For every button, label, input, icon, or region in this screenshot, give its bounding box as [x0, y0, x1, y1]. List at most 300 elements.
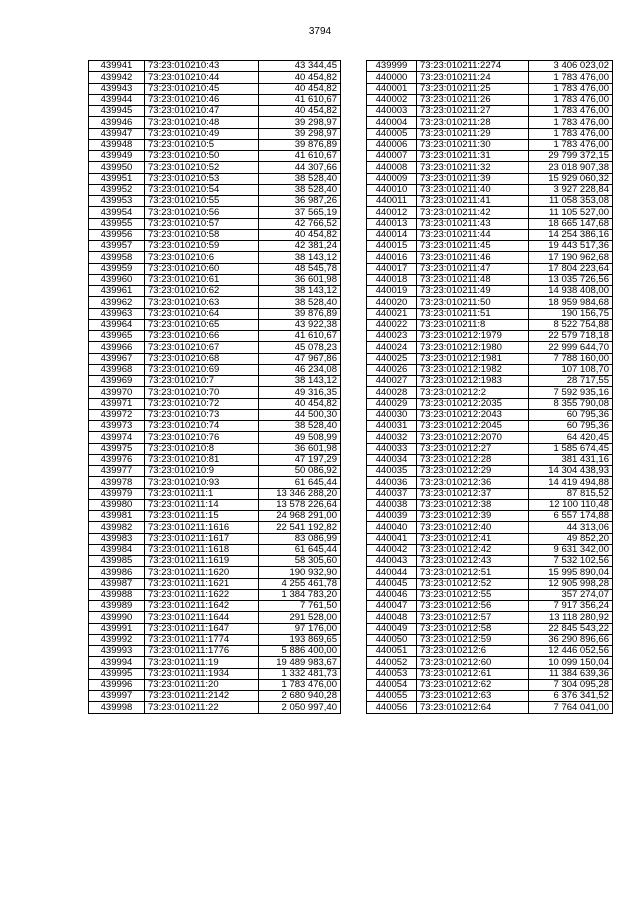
record-number-cell: 439968	[89, 364, 145, 375]
table-row	[89, 229, 341, 240]
record-number-cell: 439966	[89, 342, 145, 353]
cadastral-value-cell: 41 610,67	[259, 151, 341, 162]
cadastral-value-cell: 28 717,55	[529, 376, 613, 387]
table-row	[89, 612, 341, 623]
cadastral-value-cell: 15 929 060,32	[529, 173, 613, 184]
record-number-cell: 439969	[89, 376, 145, 387]
record-number-cell: 439991	[89, 623, 145, 634]
record-number-cell: 439944	[89, 94, 145, 105]
cadastral-number-cell: 73:23:010212:1982	[417, 364, 529, 375]
record-number-cell: 440014	[367, 229, 417, 240]
cadastral-value-cell: 1 783 476,00	[529, 139, 613, 150]
record-number-cell: 439947	[89, 128, 145, 139]
record-number-cell: 439967	[89, 353, 145, 364]
table-row	[367, 466, 613, 477]
cadastral-number-cell: 73:23:010212:1979	[417, 331, 529, 342]
cadastral-number-cell: 73:23:010212:2043	[417, 409, 529, 420]
cadastral-number-cell: 73:23:010211:49	[417, 286, 529, 297]
cadastral-value-cell: 24 968 291,00	[259, 511, 341, 522]
table-row	[89, 218, 341, 229]
record-number-cell: 439980	[89, 499, 145, 510]
table-row	[367, 522, 613, 533]
cadastral-value-cell: 14 938 408,00	[529, 286, 613, 297]
cadastral-value-cell: 47 967,86	[259, 353, 341, 364]
record-number-cell: 439945	[89, 106, 145, 117]
cadastral-number-cell: 73:23:010211:1644	[145, 612, 259, 623]
table-row	[89, 544, 341, 555]
cadastral-value-cell: 61 645,44	[259, 477, 341, 488]
cadastral-number-cell: 73:23:010211:14	[145, 499, 259, 510]
record-number-cell: 439950	[89, 162, 145, 173]
table-row	[89, 646, 341, 657]
cadastral-value-cell: 7 917 356,24	[529, 601, 613, 612]
record-number-cell: 440013	[367, 218, 417, 229]
cadastral-number-cell: 73:23:010212:2035	[417, 398, 529, 409]
table-row	[89, 466, 341, 477]
table-row	[367, 342, 613, 353]
table-row	[89, 634, 341, 645]
table-row	[89, 364, 341, 375]
record-number-cell: 440035	[367, 466, 417, 477]
cadastral-value-cell: 11 105 527,00	[529, 207, 613, 218]
table-row	[367, 83, 613, 94]
cadastral-value-cell: 49 852,20	[529, 533, 613, 544]
cadastral-value-cell: 64 420,45	[529, 432, 613, 443]
record-number-cell: 440033	[367, 443, 417, 454]
record-number-cell: 440050	[367, 634, 417, 645]
cadastral-value-cell: 5 886 400,00	[259, 646, 341, 657]
cadastral-number-cell: 73:23:010212:6	[417, 646, 529, 657]
record-number-cell: 440055	[367, 691, 417, 702]
table-row	[89, 376, 341, 387]
table-row	[367, 173, 613, 184]
cadastral-value-cell: 36 601,98	[259, 274, 341, 285]
cadastral-value-cell: 40 454,82	[259, 72, 341, 83]
record-number-cell: 439942	[89, 72, 145, 83]
record-number-cell: 439984	[89, 544, 145, 555]
record-number-cell: 440026	[367, 364, 417, 375]
cadastral-value-cell: 41 610,67	[259, 331, 341, 342]
cadastral-value-cell: 1 783 476,00	[529, 128, 613, 139]
table-row	[89, 128, 341, 139]
cadastral-value-cell: 23 018 907,38	[529, 162, 613, 173]
cadastral-number-cell: 73:23:010211:26	[417, 94, 529, 105]
cadastral-number-cell: 73:23:010210:70	[145, 387, 259, 398]
cadastral-value-cell: 42 381,24	[259, 241, 341, 252]
table-row	[367, 106, 613, 117]
table-row	[367, 477, 613, 488]
record-number-cell: 439999	[367, 61, 417, 72]
cadastral-value-cell: 19 443 517,36	[529, 241, 613, 252]
cadastral-number-cell: 73:23:010210:49	[145, 128, 259, 139]
cadastral-value-cell: 2 050 997,40	[259, 702, 341, 713]
cadastral-number-cell: 73:23:010210:93	[145, 477, 259, 488]
cadastral-value-cell: 1 783 476,00	[529, 117, 613, 128]
record-number-cell: 440007	[367, 151, 417, 162]
table-row	[367, 387, 613, 398]
cadastral-value-cell: 44 307,66	[259, 162, 341, 173]
record-number-cell: 439995	[89, 668, 145, 679]
table-row	[367, 533, 613, 544]
cadastral-value-cell: 29 799 372,15	[529, 151, 613, 162]
cadastral-number-cell: 73:23:010212:63	[417, 691, 529, 702]
page-number: 3794	[308, 26, 332, 37]
table-row	[89, 61, 341, 72]
record-number-cell: 440054	[367, 679, 417, 690]
cadastral-number-cell: 73:23:010210:65	[145, 319, 259, 330]
cadastral-value-cell: 38 528,40	[259, 173, 341, 184]
cadastral-value-cell: 6 376 341,52	[529, 691, 613, 702]
table-row	[89, 589, 341, 600]
cadastral-number-cell: 73:23:010212:59	[417, 634, 529, 645]
table-row	[89, 567, 341, 578]
cadastral-number-cell: 73:23:010211:44	[417, 229, 529, 240]
cadastral-value-cell: 7 532 102,56	[529, 556, 613, 567]
cadastral-value-cell: 40 454,82	[259, 83, 341, 94]
cadastral-number-cell: 73:23:010212:27	[417, 443, 529, 454]
table-row	[89, 623, 341, 634]
cadastral-value-cell: 36 987,26	[259, 196, 341, 207]
cadastral-value-cell: 11 058 353,08	[529, 196, 613, 207]
record-number-cell: 440020	[367, 297, 417, 308]
cadastral-number-cell: 73:23:010210:73	[145, 409, 259, 420]
table-row	[89, 207, 341, 218]
table-row	[89, 522, 341, 533]
table-row	[367, 454, 613, 465]
table-row	[367, 218, 613, 229]
record-number-cell: 439956	[89, 229, 145, 240]
cadastral-value-cell: 37 565,19	[259, 207, 341, 218]
table-row	[367, 117, 613, 128]
cadastral-value-cell: 13 035 726,56	[529, 274, 613, 285]
table-row	[367, 376, 613, 387]
cadastral-number-cell: 73:23:010211:1622	[145, 589, 259, 600]
record-number-cell: 440025	[367, 353, 417, 364]
record-number-cell: 439987	[89, 578, 145, 589]
record-number-cell: 440037	[367, 488, 417, 499]
cadastral-value-cell: 1 783 476,00	[529, 106, 613, 117]
table-row	[89, 342, 341, 353]
cadastral-number-cell: 73:23:010211:46	[417, 252, 529, 263]
cadastral-number-cell: 73:23:010210:56	[145, 207, 259, 218]
cadastral-value-cell: 22 579 718,18	[529, 331, 613, 342]
cadastral-number-cell: 73:23:010212:58	[417, 623, 529, 634]
cadastral-value-cell: 58 305,60	[259, 556, 341, 567]
record-number-cell: 440048	[367, 612, 417, 623]
record-number-cell: 440036	[367, 477, 417, 488]
record-number-cell: 439976	[89, 454, 145, 465]
cadastral-value-cell: 17 190 962,68	[529, 252, 613, 263]
table-row	[89, 151, 341, 162]
table-row	[89, 556, 341, 567]
cadastral-number-cell: 73:23:010211:41	[417, 196, 529, 207]
cadastral-value-cell: 14 254 386,16	[529, 229, 613, 240]
cadastral-number-cell: 73:23:010210:66	[145, 331, 259, 342]
record-number-cell: 439996	[89, 679, 145, 690]
cadastral-number-cell: 73:23:010210:48	[145, 117, 259, 128]
record-number-cell: 439978	[89, 477, 145, 488]
cadastral-number-cell: 73:23:010210:53	[145, 173, 259, 184]
record-number-cell: 440028	[367, 387, 417, 398]
table-row	[367, 601, 613, 612]
cadastral-value-cell: 22 541 192,82	[259, 522, 341, 533]
cadastral-number-cell: 73:23:010210:54	[145, 184, 259, 195]
cadastral-number-cell: 73:23:010211:1934	[145, 668, 259, 679]
table-row	[89, 454, 341, 465]
record-number-cell: 439948	[89, 139, 145, 150]
table-row	[367, 128, 613, 139]
record-number-cell: 439977	[89, 466, 145, 477]
cadastral-number-cell: 73:23:010211:1642	[145, 601, 259, 612]
cadastral-number-cell: 73:23:010210:58	[145, 229, 259, 240]
cadastral-value-cell: 50 086,92	[259, 466, 341, 477]
record-number-cell: 440031	[367, 421, 417, 432]
table-row	[89, 601, 341, 612]
table-row	[89, 139, 341, 150]
cadastral-value-cell: 38 528,40	[259, 184, 341, 195]
record-number-cell: 439954	[89, 207, 145, 218]
table-row	[89, 398, 341, 409]
cadastral-number-cell: 73:23:010212:42	[417, 544, 529, 555]
cadastral-value-cell: 13 578 226,64	[259, 499, 341, 510]
cadastral-number-cell: 73:23:010210:55	[145, 196, 259, 207]
cadastral-number-cell: 73:23:010212:43	[417, 556, 529, 567]
record-number-cell: 439955	[89, 218, 145, 229]
cadastral-value-cell: 36 601,98	[259, 443, 341, 454]
table-row	[367, 646, 613, 657]
record-number-cell: 439962	[89, 297, 145, 308]
cadastral-value-cell: 17 804 223,64	[529, 263, 613, 274]
cadastral-value-cell: 11 384 639,36	[529, 668, 613, 679]
cadastral-number-cell: 73:23:010210:57	[145, 218, 259, 229]
cadastral-number-cell: 73:23:010210:63	[145, 297, 259, 308]
record-number-cell: 439988	[89, 589, 145, 600]
cadastral-number-cell: 73:23:010212:51	[417, 567, 529, 578]
cadastral-value-cell: 83 086,99	[259, 533, 341, 544]
cadastral-number-cell: 73:23:010212:38	[417, 499, 529, 510]
cadastral-number-cell: 73:23:010211:1774	[145, 634, 259, 645]
record-number-cell: 439943	[89, 83, 145, 94]
cadastral-number-cell: 73:23:010211:50	[417, 297, 529, 308]
cadastral-number-cell: 73:23:010211:25	[417, 83, 529, 94]
cadastral-number-cell: 73:23:010211:43	[417, 218, 529, 229]
cadastral-value-cell: 14 304 438,93	[529, 466, 613, 477]
record-number-cell: 440029	[367, 398, 417, 409]
cadastral-value-cell: 97 176,00	[259, 623, 341, 634]
record-number-cell: 439957	[89, 241, 145, 252]
cadastral-value-cell: 1 585 674,45	[529, 443, 613, 454]
cadastral-value-cell: 14 419 494,88	[529, 477, 613, 488]
cadastral-value-cell: 49 508,99	[259, 432, 341, 443]
record-number-cell: 440041	[367, 533, 417, 544]
table-row	[89, 241, 341, 252]
record-number-cell: 439964	[89, 319, 145, 330]
table-row	[89, 331, 341, 342]
table-row	[367, 162, 613, 173]
cadastral-number-cell: 73:23:010212:39	[417, 511, 529, 522]
table-row	[367, 578, 613, 589]
table-row	[89, 499, 341, 510]
cadastral-number-cell: 73:23:010211:31	[417, 151, 529, 162]
record-number-cell: 440030	[367, 409, 417, 420]
cadastral-value-cell: 45 078,23	[259, 342, 341, 353]
cadastral-number-cell: 73:23:010210:81	[145, 454, 259, 465]
cadastral-value-cell: 39 876,89	[259, 139, 341, 150]
cadastral-number-cell: 73:23:010210:44	[145, 72, 259, 83]
table-row	[367, 443, 613, 454]
record-number-cell: 440043	[367, 556, 417, 567]
cadastral-value-cell: 15 995 890,04	[529, 567, 613, 578]
record-number-cell: 440019	[367, 286, 417, 297]
table-row	[89, 657, 341, 668]
cadastral-value-cell: 12 905 998,28	[529, 578, 613, 589]
record-number-cell: 440038	[367, 499, 417, 510]
record-number-cell: 439993	[89, 646, 145, 657]
table-row	[89, 488, 341, 499]
cadastral-value-cell: 7 788 160,00	[529, 353, 613, 364]
record-number-cell: 440004	[367, 117, 417, 128]
record-number-cell: 440040	[367, 522, 417, 533]
table-row	[89, 106, 341, 117]
left-cadastral-table	[88, 60, 341, 714]
cadastral-value-cell: 60 795,36	[529, 409, 613, 420]
cadastral-number-cell: 73:23:010211:27	[417, 106, 529, 117]
record-number-cell: 439982	[89, 522, 145, 533]
cadastral-number-cell: 73:23:010211:24	[417, 72, 529, 83]
cadastral-value-cell: 190 932,90	[259, 567, 341, 578]
table-row	[367, 668, 613, 679]
table-row	[367, 94, 613, 105]
record-number-cell: 439941	[89, 61, 145, 72]
cadastral-value-cell: 40 454,82	[259, 398, 341, 409]
cadastral-value-cell: 87 815,52	[529, 488, 613, 499]
record-number-cell: 439994	[89, 657, 145, 668]
cadastral-value-cell: 44 313,06	[529, 522, 613, 533]
cadastral-number-cell: 73:23:010212:2	[417, 387, 529, 398]
cadastral-number-cell: 73:23:010212:37	[417, 488, 529, 499]
record-number-cell: 439975	[89, 443, 145, 454]
cadastral-value-cell: 3 406 023,02	[529, 61, 613, 72]
cadastral-value-cell: 43 344,45	[259, 61, 341, 72]
cadastral-value-cell: 6 557 174,88	[529, 511, 613, 522]
cadastral-number-cell: 73:23:010212:1983	[417, 376, 529, 387]
cadastral-number-cell: 73:23:010212:28	[417, 454, 529, 465]
cadastral-value-cell: 48 545,78	[259, 263, 341, 274]
table-row	[367, 184, 613, 195]
table-row	[89, 432, 341, 443]
cadastral-value-cell: 12 100 110,48	[529, 499, 613, 510]
cadastral-value-cell: 7 761,50	[259, 601, 341, 612]
cadastral-value-cell: 7 304 095,28	[529, 679, 613, 690]
record-number-cell: 439960	[89, 274, 145, 285]
record-number-cell: 440032	[367, 432, 417, 443]
record-number-cell: 439997	[89, 691, 145, 702]
record-number-cell: 440022	[367, 319, 417, 330]
cadastral-number-cell: 73:23:010211:32	[417, 162, 529, 173]
table-row	[367, 623, 613, 634]
table-row	[89, 443, 341, 454]
table-row	[89, 184, 341, 195]
record-number-cell: 439959	[89, 263, 145, 274]
cadastral-number-cell: 73:23:010211:45	[417, 241, 529, 252]
table-row	[367, 589, 613, 600]
cadastral-number-cell: 73:23:010211:39	[417, 173, 529, 184]
table-row	[367, 241, 613, 252]
record-number-cell: 440056	[367, 702, 417, 713]
record-number-cell: 440051	[367, 646, 417, 657]
table-row	[367, 139, 613, 150]
record-number-cell: 439989	[89, 601, 145, 612]
table-row	[89, 94, 341, 105]
table-row	[89, 679, 341, 690]
cadastral-value-cell: 38 143,12	[259, 286, 341, 297]
cadastral-number-cell: 73:23:010211:42	[417, 207, 529, 218]
table-row	[367, 207, 613, 218]
record-number-cell: 440044	[367, 567, 417, 578]
record-number-cell: 440015	[367, 241, 417, 252]
cadastral-number-cell: 73:23:010211:51	[417, 308, 529, 319]
table-row	[89, 702, 341, 713]
record-number-cell: 439979	[89, 488, 145, 499]
cadastral-number-cell: 73:23:010211:40	[417, 184, 529, 195]
cadastral-value-cell: 41 610,67	[259, 94, 341, 105]
record-number-cell: 440009	[367, 173, 417, 184]
table-row	[367, 488, 613, 499]
cadastral-number-cell: 73:23:010210:6	[145, 252, 259, 263]
cadastral-number-cell: 73:23:010210:61	[145, 274, 259, 285]
cadastral-number-cell: 73:23:010212:64	[417, 702, 529, 713]
record-number-cell: 440001	[367, 83, 417, 94]
cadastral-number-cell: 73:23:010212:36	[417, 477, 529, 488]
table-row	[367, 353, 613, 364]
cadastral-number-cell: 73:23:010211:30	[417, 139, 529, 150]
cadastral-number-cell: 73:23:010210:52	[145, 162, 259, 173]
cadastral-number-cell: 73:23:010210:68	[145, 353, 259, 364]
record-number-cell: 439990	[89, 612, 145, 623]
cadastral-value-cell: 193 869,65	[259, 634, 341, 645]
record-number-cell: 439983	[89, 533, 145, 544]
record-number-cell: 439961	[89, 286, 145, 297]
record-number-cell: 439973	[89, 421, 145, 432]
table-row	[367, 398, 613, 409]
cadastral-number-cell: 73:23:010210:62	[145, 286, 259, 297]
cadastral-number-cell: 73:23:010211:19	[145, 657, 259, 668]
table-row	[367, 634, 613, 645]
record-number-cell: 440018	[367, 274, 417, 285]
cadastral-value-cell: 9 631 342,00	[529, 544, 613, 555]
table-row	[89, 533, 341, 544]
cadastral-number-cell: 73:23:010212:57	[417, 612, 529, 623]
cadastral-value-cell: 107 108,70	[529, 364, 613, 375]
record-number-cell: 439951	[89, 173, 145, 184]
cadastral-number-cell: 73:23:010211:1617	[145, 533, 259, 544]
cadastral-value-cell: 44 500,30	[259, 409, 341, 420]
record-number-cell: 439972	[89, 409, 145, 420]
cadastral-value-cell: 39 298,97	[259, 117, 341, 128]
cadastral-number-cell: 73:23:010210:46	[145, 94, 259, 105]
record-number-cell: 440008	[367, 162, 417, 173]
record-number-cell: 440021	[367, 308, 417, 319]
record-number-cell: 439974	[89, 432, 145, 443]
record-number-cell: 440049	[367, 623, 417, 634]
table-row	[89, 691, 341, 702]
table-row	[89, 421, 341, 432]
table-row	[367, 544, 613, 555]
record-number-cell: 439970	[89, 387, 145, 398]
cadastral-value-cell: 38 528,40	[259, 297, 341, 308]
table-row	[367, 702, 613, 713]
record-number-cell: 440002	[367, 94, 417, 105]
